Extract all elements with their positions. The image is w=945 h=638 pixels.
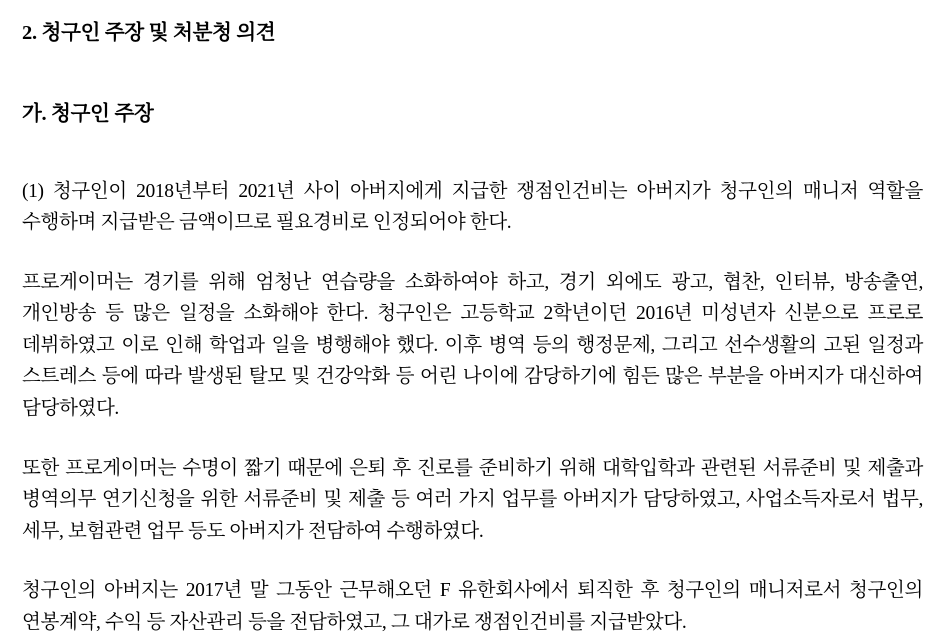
paragraph-progamer-schedule: 프로게이머는 경기를 위해 엄청난 연습량을 소화하여야 하고, 경기 외에도 광고, 협찬, 인터뷰, 방송출연, 개인방송 등 많은 일정을 소화해야 한다. 청구인은 고등학교 2학년이던 2016년 미성년자 신분으로 프로로 데뷔하였고 이로 인해 학업과 일을 병행해야 했다. 이후 병역 등의 행정문제, 그리고 선수생활의 고된 일정과 스트레스 등에 따라 발생된 탈모 및 건강악화 등 어린 나이에 감당하기에 힘든 많은 부분을 아버지가 대신하여 담당하였다. xyxy=(22,271,923,419)
paragraph-career-preparation: 또한 프로게이머는 수명이 짧기 때문에 은퇴 후 진로를 준비하기 위해 대학입학과 관련된 서류준비 및 제출과 병역의무 연기신청을 위한 서류준비 및 제출 등 여러 가지 업무를 아버지가 담당하였고, 사업소득자로서 법무, 세무, 보험관련 업무 등도 아버지가 전담하여 수행하였다. xyxy=(22,457,923,542)
section-heading-sub: 가. 청구인 주장 xyxy=(22,102,154,125)
paragraph-spacer-3 xyxy=(22,547,923,575)
paragraph-father-manager: 청구인의 아버지는 2017년 말 그동안 근무해오던 F 유한회사에서 퇴직한 후 청구인의 매니저로서 청구인의 연봉계약, 수익 등 자산관리 등을 전담하였고, 그 대가로 쟁점인건비를 지급받았다. xyxy=(22,580,923,633)
paragraph-spacer-2 xyxy=(22,425,923,453)
section-heading-main: 2. 청구인 주장 및 처분청 의견 xyxy=(22,22,276,44)
paragraph-spacer-1 xyxy=(22,239,923,267)
paragraph-claim-1: (1) 청구인이 2018년부터 2021년 사이 아버지에게 지급한 쟁점인건비는 아버지가 청구인의 매니저 역할을 수행하며 지급받은 금액이므로 필요경비로 인정되어야 한다. xyxy=(22,180,923,234)
spacer-after-subheading xyxy=(22,130,923,176)
